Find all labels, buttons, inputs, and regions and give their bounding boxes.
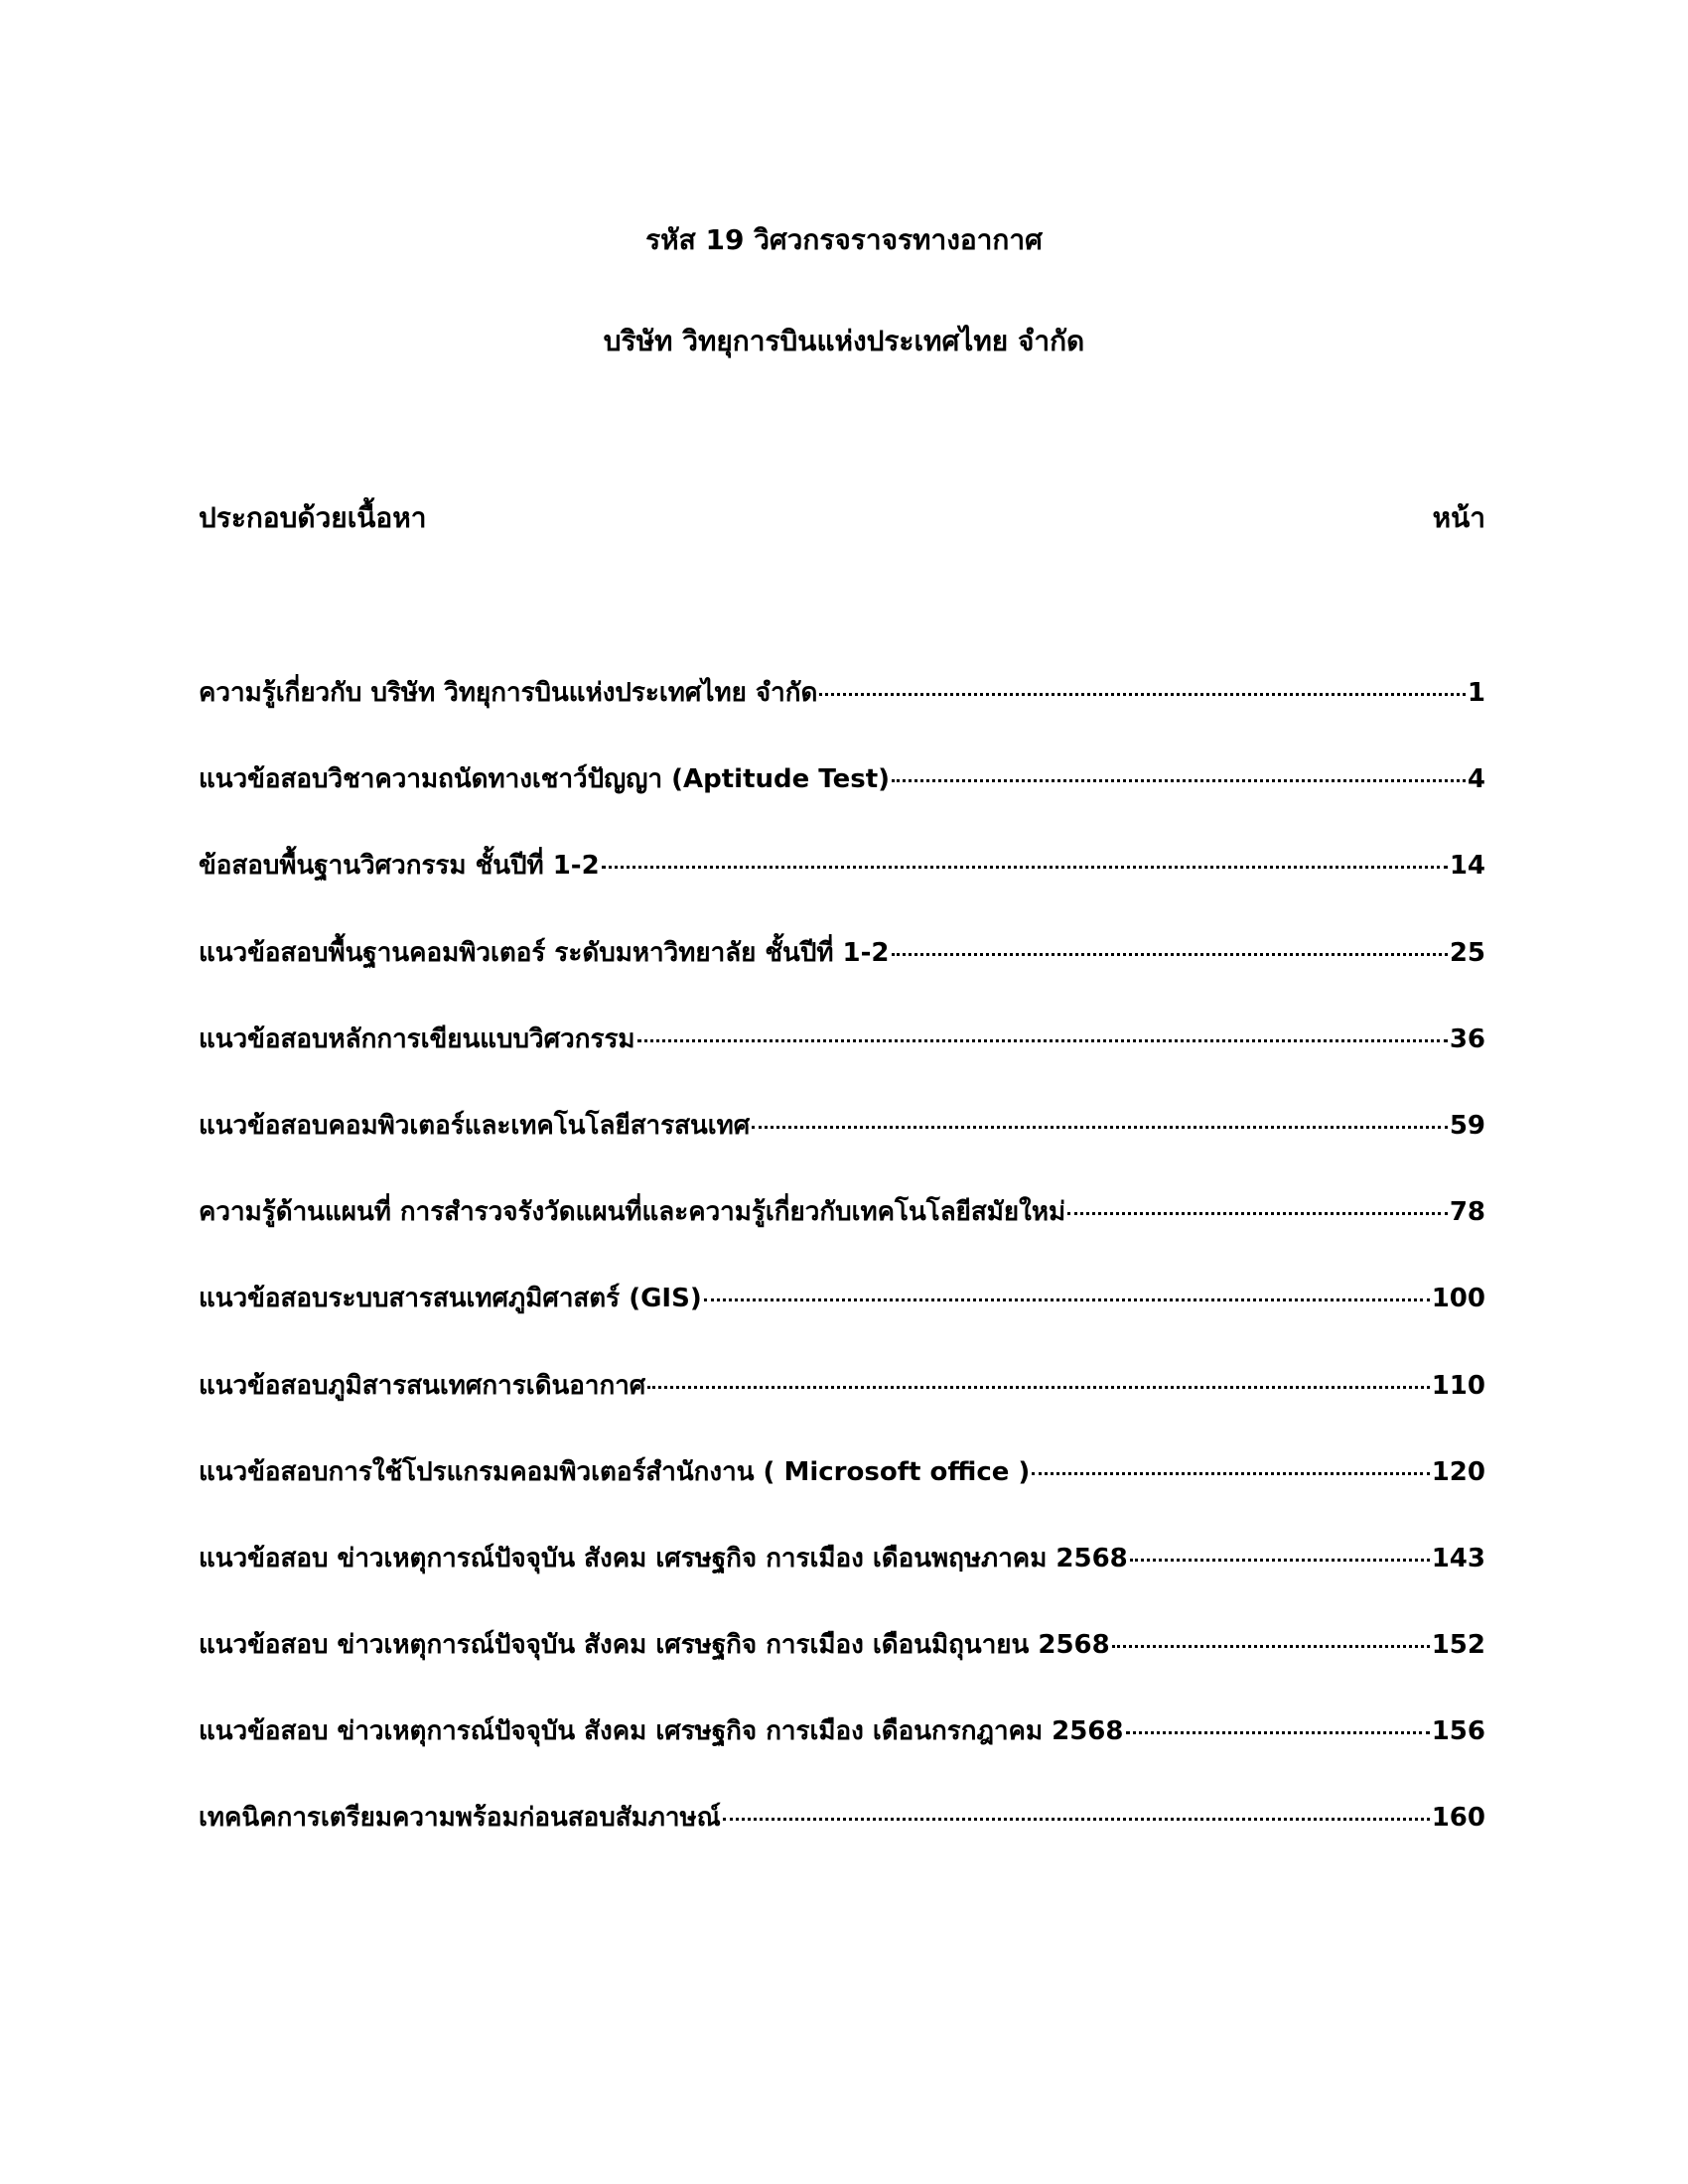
page-label: หน้า bbox=[1432, 501, 1485, 534]
toc-entry-title: แนวข้อสอบ ข่าวเหตุการณ์ปัจจุบัน สังคม เศรษฐกิจ การเมือง เดือนมิถุนายน 2568 bbox=[199, 1630, 1110, 1661]
toc-entry bbox=[199, 1539, 1485, 1625]
toc-entry bbox=[199, 759, 1485, 846]
dot-leader bbox=[1032, 1472, 1429, 1475]
toc-entry-page: 143 bbox=[1431, 1543, 1485, 1573]
toc-entry-page: 110 bbox=[1431, 1370, 1485, 1401]
dot-leader bbox=[1067, 1212, 1448, 1215]
toc-entry bbox=[199, 1020, 1485, 1106]
toc-entry bbox=[199, 1106, 1485, 1192]
toc-entry bbox=[199, 1625, 1485, 1711]
toc-entry-page: 1 bbox=[1467, 678, 1485, 708]
dot-leader bbox=[892, 779, 1466, 782]
toc-entry-title: แนวข้อสอบหลักการเขียนแบบวิศวกรรม bbox=[199, 1024, 635, 1054]
toc-entry-page: 78 bbox=[1449, 1197, 1485, 1228]
toc-entry-page: 100 bbox=[1431, 1284, 1485, 1314]
toc-entry bbox=[199, 1279, 1485, 1365]
toc-entry-page: 59 bbox=[1449, 1110, 1485, 1141]
dot-leader bbox=[892, 953, 1448, 956]
toc-entry-title: ความรู้ด้านแผนที่ การสำรวจรังวัดแผนที่และความรู้เกี่ยวกับเทคโนโลยีสมัยใหม่ bbox=[199, 1197, 1066, 1228]
company-name: บริษัท วิทยุการบินแห่งประเทศไทย จำกัด bbox=[603, 325, 1085, 357]
toc-entry-page: 156 bbox=[1431, 1716, 1485, 1747]
toc-entry bbox=[199, 846, 1485, 932]
toc-entry-title: แนวข้อสอบวิชาความถนัดทางเชาว์ปัญญา (Aptitude Test) bbox=[199, 764, 891, 795]
dot-leader bbox=[1126, 1731, 1430, 1734]
toc-entry-page: 160 bbox=[1431, 1803, 1485, 1834]
toc-entry-title: ข้อสอบพื้นฐานวิศวกรรม ชั้นปีที่ 1-2 bbox=[199, 851, 600, 882]
table-of-contents bbox=[199, 673, 1485, 1885]
dot-leader bbox=[723, 1818, 1430, 1821]
toc-entry-title: ความรู้เกี่ยวกับ บริษัท วิทยุการบินแห่งประเทศไทย จำกัด bbox=[199, 678, 818, 708]
toc-entry bbox=[199, 933, 1485, 1020]
toc-entry-title: แนวข้อสอบการใช้โปรแกรมคอมพิวเตอร์สำนักงาน ( Microsoft office ) bbox=[199, 1456, 1031, 1487]
dot-leader bbox=[1112, 1645, 1430, 1648]
toc-entry bbox=[199, 1192, 1485, 1279]
toc-entry-page: 152 bbox=[1431, 1630, 1485, 1661]
dot-leader bbox=[704, 1298, 1430, 1301]
toc-entry-page: 25 bbox=[1449, 937, 1485, 968]
contents-label: ประกอบด้วยเนื้อหา bbox=[199, 501, 427, 534]
toc-entry-title: เทคนิคการเตรียมความพร้อมก่อนสอบสัมภาษณ์ bbox=[199, 1803, 721, 1834]
toc-entry-title: แนวข้อสอบพื้นฐานคอมพิวเตอร์ ระดับมหาวิทยาลัย ชั้นปีที่ 1-2 bbox=[199, 937, 890, 968]
dot-leader bbox=[1130, 1559, 1430, 1562]
toc-entry-title: แนวข้อสอบระบบสารสนเทศภูมิศาสตร์ (GIS) bbox=[199, 1284, 702, 1314]
toc-entry-title: แนวข้อสอบคอมพิวเตอร์และเทคโนโลยีสารสนเทศ bbox=[199, 1110, 751, 1141]
toc-entry-page: 36 bbox=[1449, 1024, 1485, 1054]
dot-leader bbox=[819, 693, 1466, 696]
dot-leader bbox=[637, 1039, 1448, 1042]
toc-entry bbox=[199, 673, 1485, 759]
dot-leader bbox=[647, 1386, 1429, 1389]
document-title: รหัส 19 วิศวกรจราจรทางอากาศ bbox=[645, 223, 1043, 256]
toc-entry-page: 120 bbox=[1431, 1456, 1485, 1487]
toc-entry-title: แนวข้อสอบภูมิสารสนเทศการเดินอากาศ bbox=[199, 1370, 646, 1401]
toc-entry bbox=[199, 1366, 1485, 1452]
toc-entry bbox=[199, 1452, 1485, 1539]
toc-entry-page: 14 bbox=[1449, 851, 1485, 882]
toc-entry bbox=[199, 1711, 1485, 1798]
toc-header bbox=[199, 498, 1485, 538]
toc-entry bbox=[199, 1798, 1485, 1884]
dot-leader bbox=[752, 1126, 1448, 1129]
toc-entry-title: แนวข้อสอบ ข่าวเหตุการณ์ปัจจุบัน สังคม เศรษฐกิจ การเมือง เดือนกรกฎาคม 2568 bbox=[199, 1716, 1124, 1747]
toc-entry-page: 4 bbox=[1467, 764, 1485, 795]
dot-leader bbox=[602, 866, 1448, 869]
toc-entry-title: แนวข้อสอบ ข่าวเหตุการณ์ปัจจุบัน สังคม เศรษฐกิจ การเมือง เดือนพฤษภาคม 2568 bbox=[199, 1543, 1128, 1573]
